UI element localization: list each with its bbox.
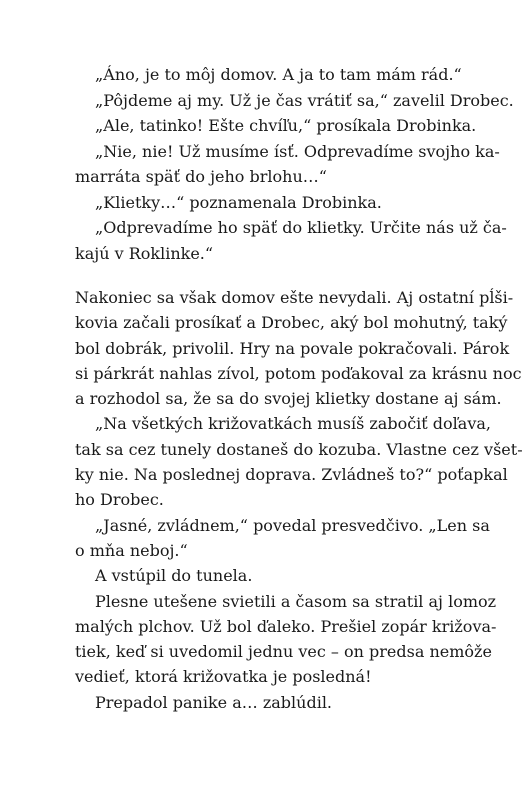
narrative-line: kovia začali prosíkať a Drobec, aký bol mohutný, taký bbox=[75, 313, 508, 333]
narrative-line: „Na všetkých križovatkách musíš zabočiť doľava, bbox=[95, 414, 491, 434]
dialogue-line: „Pôjdeme aj my. Už je čas vrátiť sa,“ zavelil Drobec. bbox=[95, 90, 514, 110]
dialogue-line: kajú v Roklinke.“ bbox=[75, 243, 214, 263]
narrative-line: A vstúpil do tunela. bbox=[95, 566, 253, 586]
narrative-line: a rozhodol sa, že sa do svojej klietky dostane aj sám. bbox=[75, 389, 502, 409]
dialogue-line: „Odprevadíme ho späť do klietky. Určite nás už ča- bbox=[95, 218, 507, 237]
dialogue-line: „Ale, tatinko! Ešte chvíľu,“ prosíkala Drobinka. bbox=[95, 116, 477, 135]
dialogue-line: „Nie, nie! Už musíme ísť. Odprevadíme svojho ka- bbox=[95, 141, 500, 161]
dialogue-line: „Áno, je to môj domov. A ja to tam mám rád.“ bbox=[95, 65, 462, 84]
narrative-line: Nakoniec sa však domov ešte nevydali. Aj ostatní pĺši- bbox=[75, 288, 514, 307]
narrative-line: si párkrát nahlas zívol, potom poďakoval za krásnu noc bbox=[75, 363, 522, 383]
narrative-line: Prepadol panike a… zablúdil. bbox=[95, 692, 333, 712]
narrative-line: malých plchov. Už bol ďaleko. Prešiel zopár križova- bbox=[75, 616, 497, 636]
dialogue-line: „Klietky…“ poznamenala Drobinka. bbox=[95, 192, 382, 212]
narrative-line: o mňa neboj.“ bbox=[75, 540, 188, 560]
narrative-line: Plesne utešene svietili a časom sa stratil aj lomoz bbox=[95, 591, 497, 611]
narrative-line: ho Drobec. bbox=[75, 490, 164, 510]
narrative-line: bol dobrák, privolil. Hry na povale pokračovali. Párok bbox=[75, 338, 510, 358]
narrative-section bbox=[75, 285, 523, 715]
dialogue-line: marráta späť do jeho brlohu…“ bbox=[75, 167, 327, 186]
narrative-line: tiek, keď si uvedomil jednu vec – on predsa nemôže bbox=[75, 642, 492, 662]
narrative-line: tak sa cez tunely dostaneš do kozuba. Vlastne cez všet- bbox=[75, 439, 523, 459]
narrative-line: ky nie. Na poslednej doprava. Zvládneš to?“ poťapkal bbox=[75, 465, 508, 485]
dialogue-section bbox=[75, 62, 514, 266]
narrative-line: vedieť, ktorá križovatka je posledná! bbox=[75, 667, 372, 687]
narrative-line: „Jasné, zvládnem,“ povedal presvedčivo. „Len sa bbox=[95, 515, 490, 535]
